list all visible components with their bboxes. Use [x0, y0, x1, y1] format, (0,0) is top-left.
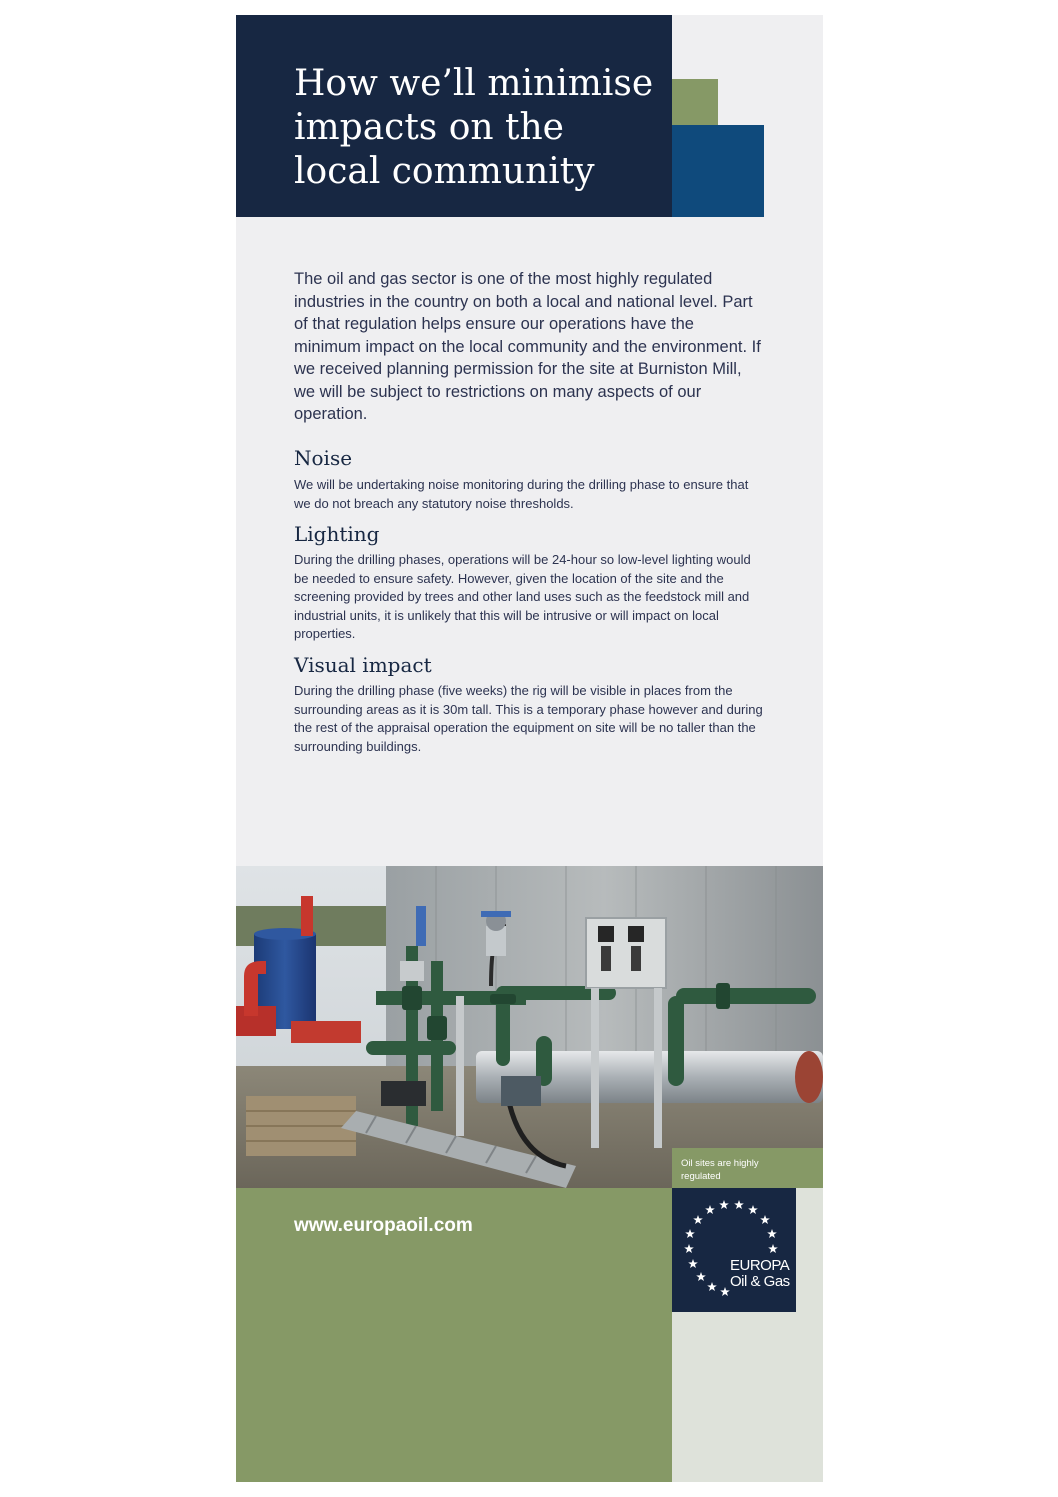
accent-square-blue [672, 125, 764, 217]
lighting-heading: Lighting [294, 522, 380, 546]
lighting-text: During the drilling phases, operations will be 24-hour so low-level lighting would be needed to ensure safety. However, given the location of the site and the screening provided by trees and other land uses such as the feedstock mill and industrial units, it is unlikely that this will be intrusive or will impact on local properties. [294, 552, 751, 642]
logo-subtitle: Oil & Gas [730, 1273, 790, 1290]
logo-name: EUROPA [730, 1257, 790, 1274]
accent-square-green [672, 79, 718, 125]
noise-heading: Noise [294, 446, 353, 470]
visual-impact-heading: Visual impact [294, 653, 432, 677]
page-title: How we’ll minimise impacts on the local community [294, 63, 654, 192]
intro-paragraph: The oil and gas sector is one of the most highly regulated industries in the country on both a local and national level. Part of that regulation helps ensure our operations have the minimum impact on the local community and the environment. If we received planning permission for the site at Burniston Mill, we will be subject to restrictions on many aspects of our operation. [294, 270, 761, 423]
photo-caption [672, 1148, 823, 1188]
oil-site-photo [236, 866, 823, 1188]
europa-logo [672, 1188, 796, 1312]
noise-text: We will be undertaking noise monitoring during the drilling phase to ensure that we do not breach any statutory noise thresholds. [294, 477, 749, 511]
star-ring-icon [672, 1188, 796, 1312]
website-link[interactable]: www.europaoil.com [294, 1215, 473, 1236]
visual-impact-text: During the drilling phase (five weeks) the rig will be visible in places from the surrounding areas as it is 30m tall. This is a temporary phase however and during the rest of the appraisal operation the equipment on site will be no taller than the surrounding buildings. [294, 683, 763, 754]
photo-caption-text: Oil sites are highly regulated [681, 1158, 759, 1182]
